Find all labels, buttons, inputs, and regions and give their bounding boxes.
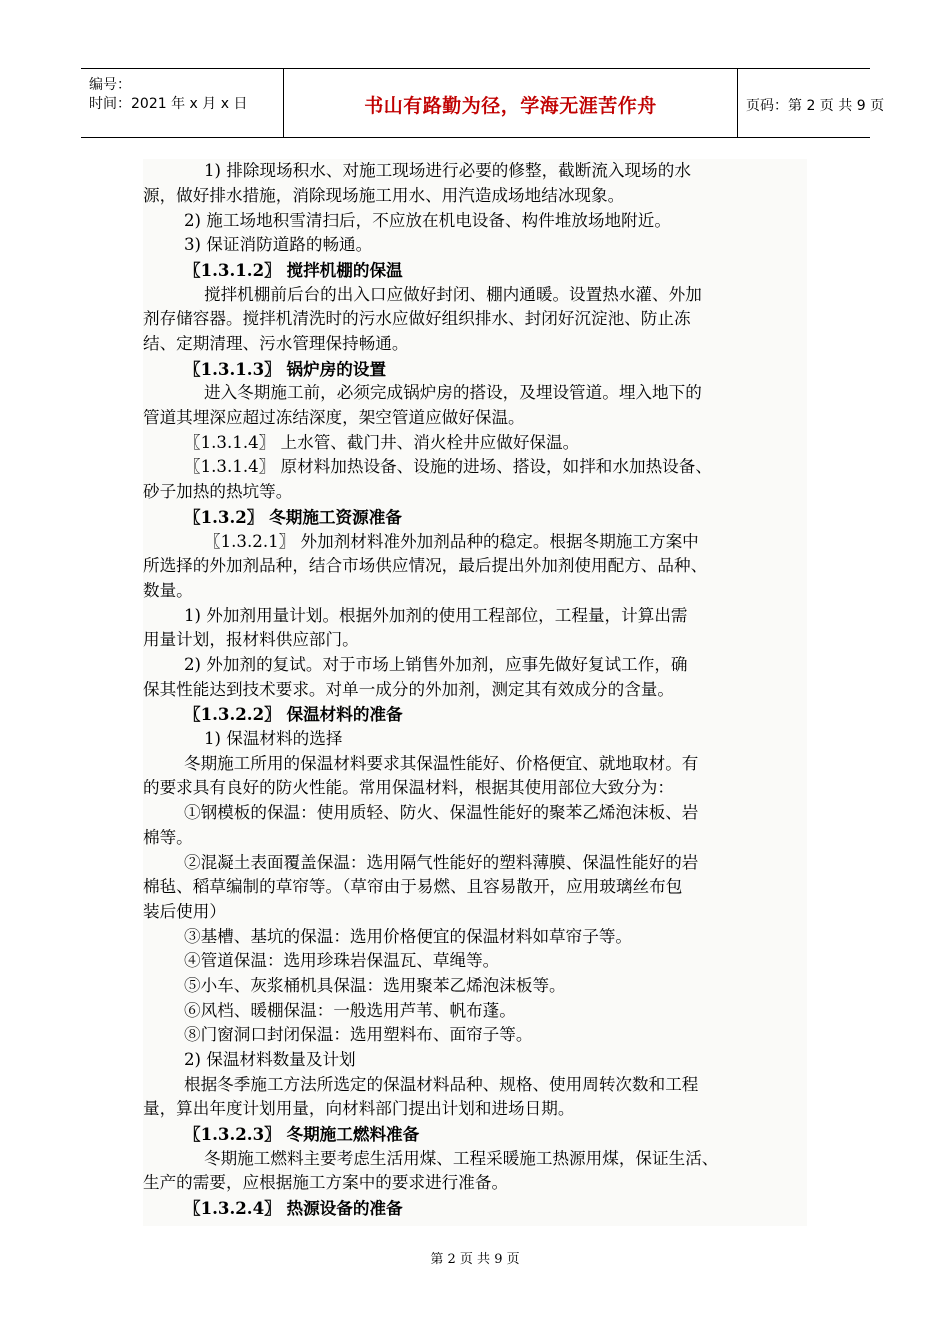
- header-page-info: 页码：第 2 页 共 9 页: [746, 98, 885, 114]
- section-heading: 〖1.3.2.4〗 热源设备的准备: [184, 1198, 403, 1218]
- paragraph-line: 剂存储容器。搅拌机清洗时的污水应做好组织排水、封闭好沉淀池、防止冻: [143, 309, 691, 328]
- paragraph-line: 保其性能达到技术要求。对单一成分的外加剂，测定其有效成分的含量。: [143, 680, 674, 699]
- paragraph-line: 管道其埋深应超过冻结深度，架空管道应做好保温。: [143, 408, 525, 427]
- paragraph-line: ⑤小车、灰浆桶机具保温：选用聚苯乙烯泡沫板等。: [184, 976, 566, 995]
- paragraph-line: 3) 保证消防道路的畅通。: [184, 235, 373, 254]
- paragraph-line: 冬期施工所用的保温材料要求其保温性能好、价格便宜、就地取材。有: [184, 754, 699, 773]
- paragraph-line: 的要求具有良好的防火性能。常用保温材料，根据其使用部位大致分为：: [143, 778, 674, 797]
- paragraph-line: 生产的需要，应根据施工方案中的要求进行准备。: [143, 1173, 509, 1192]
- paragraph-line: 所选择的外加剂品种，结合市场供应情况，最后提出外加剂使用配方、品种、: [143, 556, 708, 575]
- header-page-cell: [738, 69, 885, 137]
- paragraph-line: 〖1.3.2.1〗 外加剂材料准外加剂品种的稳定。根据冬期施工方案中: [204, 532, 699, 551]
- paragraph-line: 搅拌机棚前后台的出入口应做好封闭、棚内通暖。设置热水灌、外加: [204, 285, 702, 304]
- paragraph-line: 根据冬季施工方法所选定的保温材料品种、规格、使用周转次数和工程: [184, 1075, 699, 1094]
- paragraph-line: 棉毡、稻草编制的草帘等。（草帘由于易燃、且容易散开，应用玻璃丝布包: [143, 877, 683, 896]
- section-heading: 〖1.3.1.2〗 搅拌机棚的保温: [184, 260, 403, 280]
- paragraph-line: 〖1.3.1.4〗 原材料加热设备、设施的进场、搭设，如拌和水加热设备、: [184, 457, 712, 476]
- paragraph-line: ④管道保温：选用珍珠岩保温瓦、草绳等。: [184, 951, 500, 970]
- paragraph-line: 砂子加热的热坑等。: [143, 482, 293, 501]
- paragraph-line: 2) 施工场地积雪清扫后，不应放在机电设备、构件堆放场地附近。: [184, 211, 671, 230]
- paragraph-line: ①钢模板的保温：使用质轻、防火、保温性能好的聚苯乙烯泡沫板、岩: [184, 803, 699, 822]
- paragraph-line: 1) 外加剂用量计划。根据外加剂的使用工程部位，工程量，计算出需: [184, 606, 688, 625]
- section-heading: 〖1.3.1.3〗 锅炉房的设置: [184, 359, 387, 379]
- paragraph-line: ③基槽、基坑的保温：选用价格便宜的保温材料如草帘子等。: [184, 927, 633, 946]
- paragraph-line: 1) 保温材料的选择: [204, 729, 343, 748]
- section-heading: 〖1.3.2〗 冬期施工资源准备: [184, 507, 402, 527]
- document-date: 时间：2021 年 x 月 x 日: [89, 96, 248, 112]
- paragraph-line: 〖1.3.1.4〗 上水管、截门井、消火栓井应做好保温。: [184, 433, 580, 452]
- paragraph-line: 2) 保温材料数量及计划: [184, 1050, 356, 1069]
- section-heading: 〖1.3.2.3〗 冬期施工燃料准备: [184, 1124, 420, 1144]
- paragraph-line: 装后使用）: [143, 902, 226, 921]
- paragraph-line: 源，做好排水措施，消除现场施工用水、用汽造成场地结冰现象。: [143, 186, 625, 205]
- page-footer: 第 2 页 共 9 页: [430, 1252, 520, 1267]
- document-number-label: 编号：: [89, 77, 131, 93]
- paragraph-line: 进入冬期施工前，必须完成锅炉房的搭设，及埋设管道。埋入地下的: [204, 383, 702, 402]
- header-motto: 书山有路勤为径，学海无涯苦作舟: [364, 95, 657, 117]
- paragraph-line: 用量计划，报材料供应部门。: [143, 630, 359, 649]
- paragraph-line: ②混凝土表面覆盖保温：选用隔气性能好的塑料薄膜、保温性能好的岩: [184, 853, 699, 872]
- paragraph-line: 棉等。: [143, 828, 193, 847]
- paragraph-line: ⑧门窗洞口封闭保温：选用塑料布、面帘子等。: [184, 1025, 533, 1044]
- paragraph-line: 量，算出年度计划用量，向材料部门提出计划和进场日期。: [143, 1099, 575, 1118]
- page-header: [81, 68, 885, 138]
- paragraph-line: 冬期施工燃料主要考虑生活用煤、工程采暖施工热源用煤，保证生活、: [204, 1149, 719, 1168]
- header-motto-cell: [284, 69, 738, 137]
- header-info-cell: [81, 69, 284, 137]
- paragraph-line: 数量。: [143, 581, 193, 600]
- paragraph-line: 结、定期清理、污水管理保持畅通。: [143, 334, 409, 353]
- section-heading: 〖1.3.2.2〗 保温材料的准备: [184, 704, 403, 724]
- paragraph-line: 1) 排除现场积水、对施工现场进行必要的修整，截断流入现场的水: [204, 161, 691, 180]
- paragraph-line: 2) 外加剂的复试。对于市场上销售外加剂，应事先做好复试工作，确: [184, 655, 688, 674]
- paragraph-line: ⑥风档、暖棚保温：一般选用芦苇、帆布蓬。: [184, 1001, 516, 1020]
